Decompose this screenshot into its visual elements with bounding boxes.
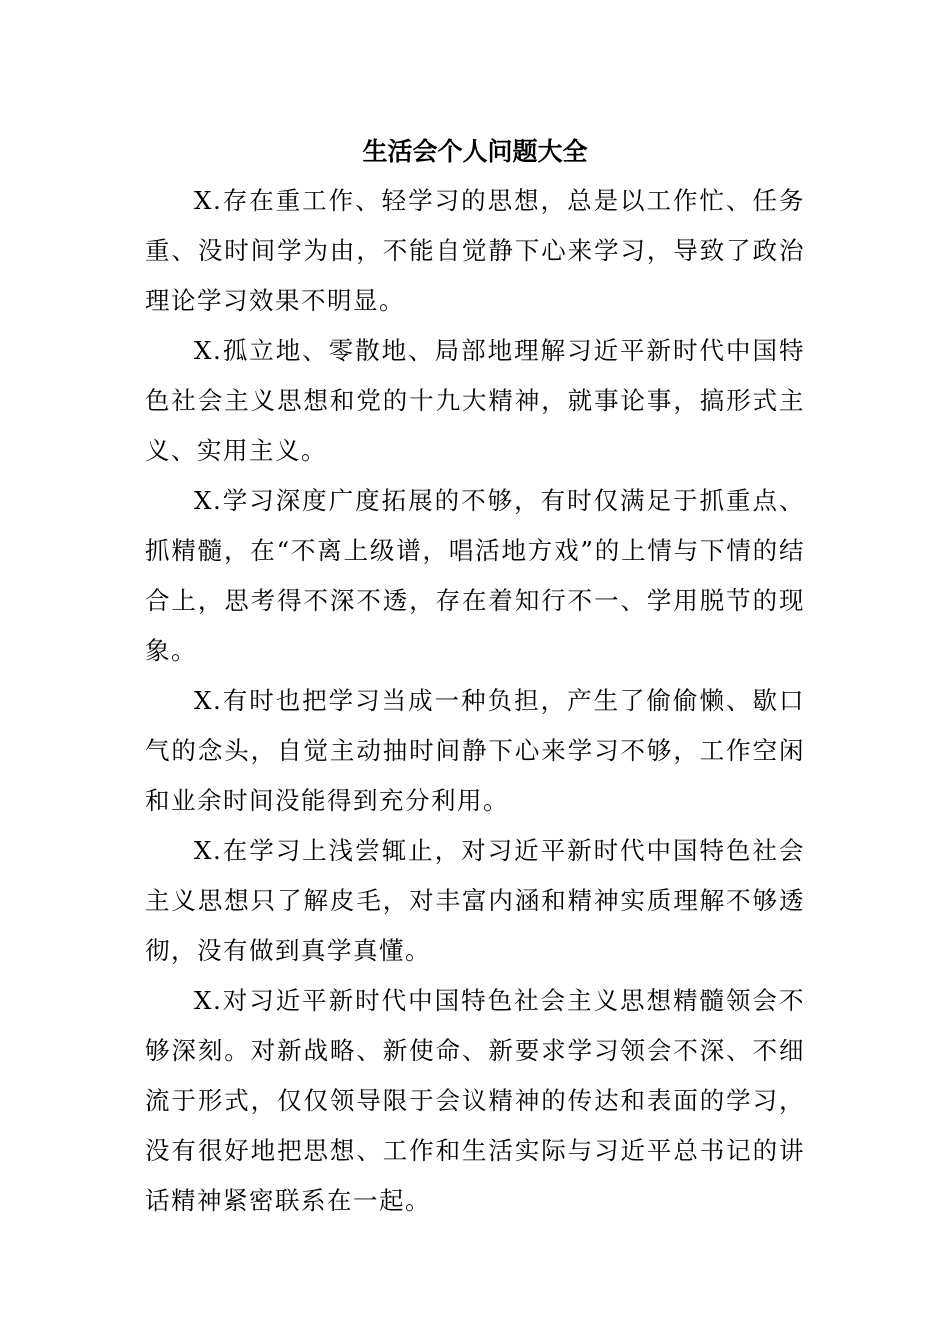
document-body xyxy=(145,176,805,1226)
paragraph-6: X.对习近平新时代中国特色社会主义思想精髓领会不够深刻。对新战略、新使命、新要求学习领会不深、不细流于形式，仅仅领导限于会议精神的传达和表面的学习，没有很好地把思想、工作和生活实际与习近平总书记的讲话精神紧密联系在一起。 xyxy=(145,986,805,1215)
paragraph-2: X.孤立地、零散地、局部地理解习近平新时代中国特色社会主义思想和党的十九大精神，就事论事，搞形式主义、实用主义。 xyxy=(145,336,805,465)
document-title: 生活会个人问题大全 xyxy=(362,137,588,166)
paragraph-4: X.有时也把学习当成一种负担，产生了偷偷懒、歇口气的念头，自觉主动抽时间静下心来学习不够，工作空闲和业余时间没能得到充分利用。 xyxy=(145,686,805,815)
paragraph-3: X.学习深度广度拓展的不够，有时仅满足于抓重点、抓精髓，在“不离上级谱，唱活地方戏”的上情与下情的结合上，思考得不深不透，存在着知行不一、学用脱节的现象。 xyxy=(145,486,805,665)
paragraph-5: X.在学习上浅尝辄止，对习近平新时代中国特色社会主义思想只了解皮毛，对丰富内涵和精神实质理解不够透彻，没有做到真学真懂。 xyxy=(145,836,805,965)
paragraph-1: X.存在重工作、轻学习的思想，总是以工作忙、任务重、没时间学为由，不能自觉静下心来学习，导致了政治理论学习效果不明显。 xyxy=(145,186,805,315)
